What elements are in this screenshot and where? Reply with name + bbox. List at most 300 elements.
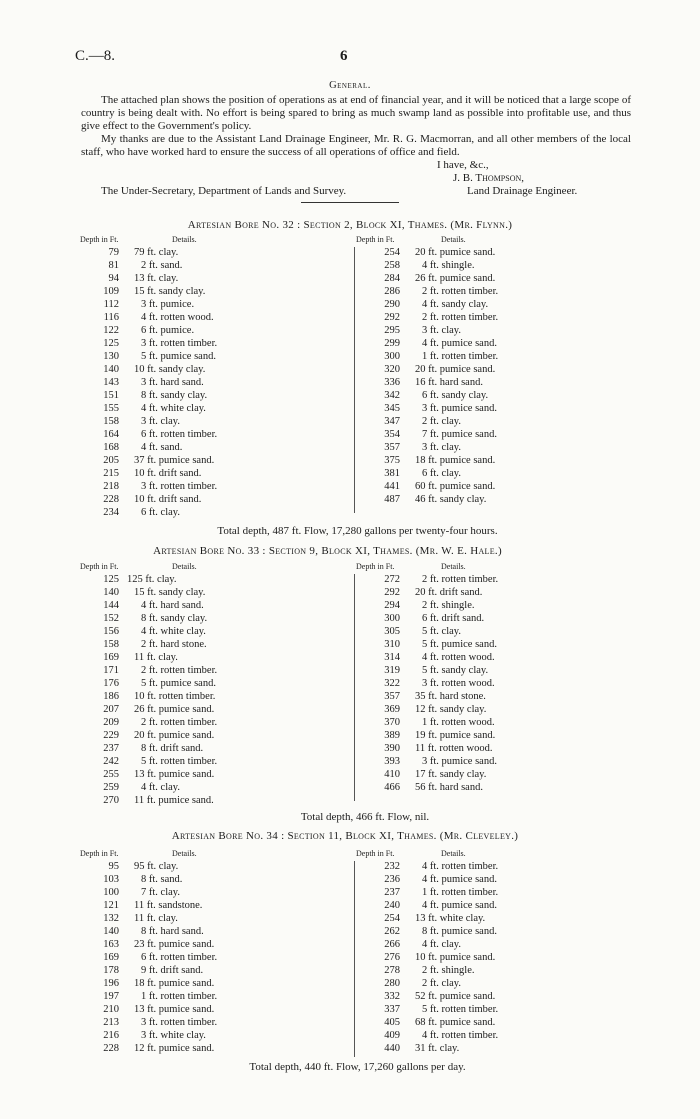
bore-33-total: Total depth, 466 ft. Flow, nil. [300,811,430,823]
depth-value: 270 [103,795,119,806]
table-row [79,664,299,677]
depth-value: 140 [103,364,119,375]
table-row [360,402,580,415]
table-row [79,612,299,625]
depth-value: 266 [384,939,400,950]
stratum-detail: 11 ft. clay. [134,652,178,663]
depth-value: 262 [384,926,400,937]
table-row [360,428,580,441]
depth-value: 299 [384,338,400,349]
details-header: Details. [441,849,466,858]
stratum-detail: 95 ft. clay. [134,861,179,872]
table-row [360,480,580,493]
details-header: Details. [172,849,197,858]
page-number: 6 [340,48,348,64]
stratum-detail: 2 ft. clay. [422,416,461,427]
table-row [79,912,299,925]
depth-value: 122 [103,325,119,336]
depth-header: Depth in Ft. [80,849,119,858]
bore-title-33: Artesian Bore No. 33 : Section 9, Block XI, Thames. (Mr. W. E. Hale.) [153,545,502,557]
table-row [360,912,580,925]
table-row [360,573,580,586]
depth-value: 196 [103,978,119,989]
stratum-detail: 3 ft. clay. [422,442,461,453]
depth-value: 210 [103,1004,119,1015]
depth-value: 440 [384,1043,400,1054]
depth-value: 487 [384,494,400,505]
table-row [79,925,299,938]
bore-title-32: Artesian Bore No. 32 : Section 2, Block XI, Thames. (Mr. Flynn.) [187,219,513,231]
depth-value: 229 [103,730,119,741]
table-row [360,755,580,768]
stratum-detail: 4 ft. sand. [141,442,183,453]
depth-value: 314 [384,652,400,663]
stratum-detail: 79 ft. clay. [134,247,179,258]
stratum-detail: 68 ft. pumice sand. [415,1017,496,1028]
stratum-detail: 4 ft. white clay. [141,403,206,414]
stratum-detail: 10 ft. drift sand. [134,494,202,505]
depth-value: 237 [103,743,119,754]
table-row [79,977,299,990]
stratum-detail: 7 ft. clay. [141,887,180,898]
table-row [360,977,580,990]
signature-title: Land Drainage Engineer. [467,185,578,197]
stratum-detail: 19 ft. pumice sand. [415,730,496,741]
depth-value: 151 [103,390,119,401]
stratum-detail: 2 ft. shingle. [422,600,475,611]
table-row [79,376,299,389]
table-row [360,493,580,506]
table-row [79,951,299,964]
table-row [79,1029,299,1042]
stratum-detail: 10 ft. pumice sand. [415,952,496,963]
table-row [79,964,299,977]
stratum-detail: 8 ft. drift sand. [141,743,204,754]
table-row [79,573,299,586]
stratum-detail: 3 ft. clay. [422,325,461,336]
depth-value: 132 [103,913,119,924]
depth-value: 228 [103,494,119,505]
stratum-detail: 3 ft. rotten wood. [422,678,495,689]
table-row [360,873,580,886]
stratum-detail: 6 ft. drift sand. [422,613,485,624]
table-row [79,311,299,324]
stratum-detail: 4 ft. rotten wood. [141,312,214,323]
stratum-detail: 8 ft. sandy clay. [141,613,208,624]
depth-value: 254 [384,913,400,924]
depth-value: 347 [384,416,400,427]
table-row [79,599,299,612]
depth-value: 130 [103,351,119,362]
depth-value: 357 [384,691,400,702]
stratum-detail: 5 ft. pumice sand. [141,351,216,362]
depth-value: 121 [103,900,119,911]
depth-header: Depth in Ft. [80,562,119,571]
depth-value: 152 [103,613,119,624]
depth-value: 116 [103,312,119,323]
table-row [360,651,580,664]
depth-value: 381 [384,468,400,479]
depth-header: Depth in Ft. [356,235,395,244]
addressee: The Under-Secretary, Department of Lands and Survey. [101,185,347,197]
stratum-detail: 6 ft. rotten timber. [141,429,218,440]
table-row [360,311,580,324]
table-row [360,964,580,977]
depth-value: 332 [384,991,400,1002]
report-code: C.—8. [75,48,116,64]
stratum-detail: 12 ft. pumice sand. [134,1043,215,1054]
depth-value: 140 [103,926,119,937]
depth-value: 171 [103,665,119,676]
depth-header: Depth in Ft. [356,562,395,571]
depth-value: 390 [384,743,400,754]
table-row [360,690,580,703]
table-row [79,873,299,886]
table-row [79,651,299,664]
stratum-detail: 4 ft. clay. [422,939,461,950]
depth-value: 156 [103,626,119,637]
stratum-detail: 1 ft. rotten timber. [422,351,499,362]
table-row [360,467,580,480]
table-row [360,1003,580,1016]
depth-value: 280 [384,978,400,989]
table-row [360,860,580,873]
table-row [360,664,580,677]
details-header: Details. [172,562,197,571]
paragraph-thanks: My thanks are due to the Assistant Land Drainage Engineer, Mr. R. G. Macmorran, and all other members of the local staff, who have worked hard to ensure the success of all operations of office and field. [81,133,631,158]
table-row [79,860,299,873]
depth-value: 213 [103,1017,119,1028]
table-row [79,428,299,441]
table-row [360,441,580,454]
depth-value: 292 [384,312,400,323]
bore-title-34: Artesian Bore No. 34 : Section 11, Block XI, Thames. (Mr. Cleveley.) [171,830,519,842]
table-row [360,599,580,612]
depth-value: 94 [108,273,119,284]
stratum-detail: 10 ft. drift sand. [134,468,202,479]
table-row [360,729,580,742]
depth-value: 169 [103,952,119,963]
depth-value: 125 [103,574,119,585]
table-row [360,638,580,651]
depth-value: 375 [384,455,400,466]
table-row [79,259,299,272]
stratum-detail: 2 ft. rotten timber. [422,312,499,323]
depth-value: 300 [384,613,400,624]
bore-32-total: Total depth, 487 ft. Flow, 17,280 gallons per twenty-four hours. [217,525,498,537]
table-row [79,716,299,729]
depth-value: 240 [384,900,400,911]
table-row [360,337,580,350]
table-row [79,363,299,376]
signature-salutation: I have, &c., [437,159,489,171]
stratum-detail: 8 ft. hard sand. [141,926,204,937]
depth-value: 354 [384,429,400,440]
stratum-detail: 8 ft. sandy clay. [141,390,208,401]
stratum-detail: 13 ft. white clay. [415,913,486,924]
table-row [360,703,580,716]
depth-value: 409 [384,1030,400,1041]
table-row [360,925,580,938]
depth-value: 295 [384,325,400,336]
stratum-detail: 10 ft. sandy clay. [134,364,206,375]
stratum-detail: 6 ft. pumice. [141,325,195,336]
table-row [79,794,299,807]
stratum-detail: 23 ft. pumice sand. [134,939,215,950]
stratum-detail: 3 ft. clay. [141,416,180,427]
depth-value: 441 [384,481,400,492]
table-row [79,768,299,781]
stratum-detail: 35 ft. hard stone. [415,691,486,702]
table-row [79,1003,299,1016]
depth-value: 320 [384,364,400,375]
depth-value: 218 [103,481,119,492]
table-row [360,350,580,363]
depth-value: 164 [103,429,119,440]
depth-value: 345 [384,403,400,414]
table-row [360,899,580,912]
stratum-detail: 20 ft. pumice sand. [134,730,215,741]
stratum-detail: 2 ft. shingle. [422,965,475,976]
table-row [79,938,299,951]
stratum-detail: 2 ft. rotten timber. [141,717,218,728]
stratum-detail: 56 ft. hard sand. [415,782,483,793]
stratum-detail: 37 ft. pumice sand. [134,455,215,466]
stratum-detail: 2 ft. rotten timber. [141,665,218,676]
depth-value: 290 [384,299,400,310]
depth-value: 140 [103,587,119,598]
depth-value: 342 [384,390,400,401]
depth-value: 357 [384,442,400,453]
table-row [79,467,299,480]
table-row [79,899,299,912]
table-row [79,506,299,519]
table-row [79,272,299,285]
depth-value: 337 [384,1004,400,1015]
depth-value: 125 [103,338,119,349]
stratum-detail: 1 ft. rotten timber. [422,887,499,898]
table-row [360,324,580,337]
stratum-detail: 12 ft. sandy clay. [415,704,487,715]
table-row [360,586,580,599]
stratum-detail: 20 ft. drift sand. [415,587,483,598]
table-row [360,742,580,755]
table-row [360,886,580,899]
depth-value: 405 [384,1017,400,1028]
table-row [79,729,299,742]
depth-value: 112 [103,299,119,310]
table-row [360,285,580,298]
depth-value: 236 [384,874,400,885]
table-row [79,690,299,703]
stratum-detail: 10 ft. rotten timber. [134,691,216,702]
stratum-detail: 4 ft. clay. [141,782,180,793]
stratum-detail: 8 ft. pumice sand. [422,926,497,937]
stratum-detail: 3 ft. rotten timber. [141,481,218,492]
table-row [360,716,580,729]
depth-value: 300 [384,351,400,362]
depth-value: 369 [384,704,400,715]
stratum-detail: 5 ft. clay. [422,626,461,637]
depth-value: 370 [384,717,400,728]
stratum-detail: 4 ft. rotten timber. [422,1030,499,1041]
table-row [360,1029,580,1042]
depth-value: 209 [103,717,119,728]
depth-value: 103 [103,874,119,885]
depth-value: 242 [103,756,119,767]
depth-value: 100 [103,887,119,898]
table-row [79,454,299,467]
table-row [360,938,580,951]
depth-value: 254 [384,247,400,258]
stratum-detail: 46 ft. sandy clay. [415,494,487,505]
depth-value: 410 [384,769,400,780]
stratum-detail: 5 ft. sandy clay. [422,665,489,676]
stratum-detail: 3 ft. rotten timber. [141,338,218,349]
depth-value: 310 [384,639,400,650]
depth-value: 286 [384,286,400,297]
stratum-detail: 5 ft. pumice sand. [141,678,216,689]
stratum-detail: 13 ft. pumice sand. [134,769,215,780]
table-row [79,1016,299,1029]
depth-value: 466 [384,782,400,793]
depth-value: 216 [103,1030,119,1041]
depth-value: 79 [108,247,119,258]
stratum-detail: 20 ft. pumice sand. [415,247,496,258]
stratum-detail: 4 ft. sandy clay. [422,299,489,310]
table-row [79,402,299,415]
stratum-detail: 5 ft. rotten timber. [422,1004,499,1015]
table-row [79,755,299,768]
table-row [360,951,580,964]
table-row [360,272,580,285]
stratum-detail: 5 ft. rotten timber. [141,756,218,767]
table-row [79,493,299,506]
stratum-detail: 15 ft. sandy clay. [134,587,206,598]
details-header: Details. [441,562,466,571]
stratum-detail: 5 ft. pumice sand. [422,639,497,650]
depth-value: 258 [384,260,400,271]
stratum-detail: 4 ft. rotten timber. [422,861,499,872]
depth-value: 155 [103,403,119,414]
stratum-detail: 4 ft. white clay. [141,626,206,637]
table-row [79,324,299,337]
details-header: Details. [441,235,466,244]
table-row [79,298,299,311]
stratum-detail: 2 ft. rotten timber. [422,574,499,585]
section-rule [301,202,399,203]
stratum-detail: 4 ft. shingle. [422,260,475,271]
table-row [79,703,299,716]
depth-value: 278 [384,965,400,976]
table-row [360,246,580,259]
depth-value: 234 [103,507,119,518]
table-row [360,363,580,376]
stratum-detail: 3 ft. rotten timber. [141,1017,218,1028]
stratum-detail: 4 ft. pumice sand. [422,338,497,349]
table-row [360,990,580,1003]
table-row [79,285,299,298]
details-header: Details. [172,235,197,244]
stratum-detail: 1 ft. rotten wood. [422,717,495,728]
table-row [360,1042,580,1055]
table-row [79,742,299,755]
depth-value: 168 [103,442,119,453]
stratum-detail: 20 ft. pumice sand. [415,364,496,375]
table-row [79,781,299,794]
table-row [79,1042,299,1055]
table-row [360,454,580,467]
stratum-detail: 16 ft. hard sand. [415,377,483,388]
depth-value: 197 [103,991,119,1002]
stratum-detail: 3 ft. pumice. [141,299,195,310]
table-row [79,415,299,428]
stratum-detail: 11 ft. sandstone. [134,900,203,911]
stratum-detail: 6 ft. clay. [422,468,461,479]
depth-value: 276 [384,952,400,963]
table-row [360,389,580,402]
depth-value: 158 [103,416,119,427]
stratum-detail: 4 ft. rotten wood. [422,652,495,663]
depth-value: 215 [103,468,119,479]
table-row [79,990,299,1003]
stratum-detail: 2 ft. sand. [141,260,183,271]
stratum-detail: 2 ft. rotten timber. [422,286,499,297]
table-row [79,586,299,599]
depth-value: 232 [384,861,400,872]
signature-name: J. B. Thompson, [453,172,525,184]
paragraph-plan: The attached plan shows the position of operations as at end of financial year, and it will be noticed that a large scope of country is being dealt with. No effort is being spared to bring as much swamp land as possible into profitable use, and thus give effect to the Government's policy. [81,94,631,132]
depth-value: 109 [103,286,119,297]
depth-value: 389 [384,730,400,741]
depth-value: 272 [384,574,400,585]
table-row [360,625,580,638]
depth-value: 319 [384,665,400,676]
stratum-detail: 26 ft. pumice sand. [415,273,496,284]
depth-value: 186 [103,691,119,702]
stratum-detail: 6 ft. sandy clay. [422,390,489,401]
table-row [360,677,580,690]
depth-value: 255 [103,769,119,780]
stratum-detail: 3 ft. pumice sand. [422,403,497,414]
table-row [79,350,299,363]
stratum-detail: 15 ft. sandy clay. [134,286,206,297]
stratum-detail: 8 ft. sand. [141,874,183,885]
table-row [79,625,299,638]
table-row [360,376,580,389]
stratum-detail: 4 ft. pumice sand. [422,874,497,885]
stratum-detail: 11 ft. clay. [134,913,178,924]
column-divider [354,861,355,1057]
depth-value: 237 [384,887,400,898]
depth-value: 178 [103,965,119,976]
table-row [79,389,299,402]
table-row [79,246,299,259]
depth-value: 205 [103,455,119,466]
table-row [360,781,580,794]
section-heading-general: General. [329,80,371,91]
depth-value: 163 [103,939,119,950]
depth-header: Depth in Ft. [356,849,395,858]
table-row [360,768,580,781]
stratum-detail: 13 ft. pumice sand. [134,1004,215,1015]
depth-value: 95 [108,861,119,872]
table-row [360,298,580,311]
depth-value: 322 [384,678,400,689]
bore-34-total: Total depth, 440 ft. Flow, 17,260 gallons per day. [249,1061,466,1073]
depth-value: 336 [384,377,400,388]
stratum-detail: 2 ft. hard stone. [141,639,207,650]
